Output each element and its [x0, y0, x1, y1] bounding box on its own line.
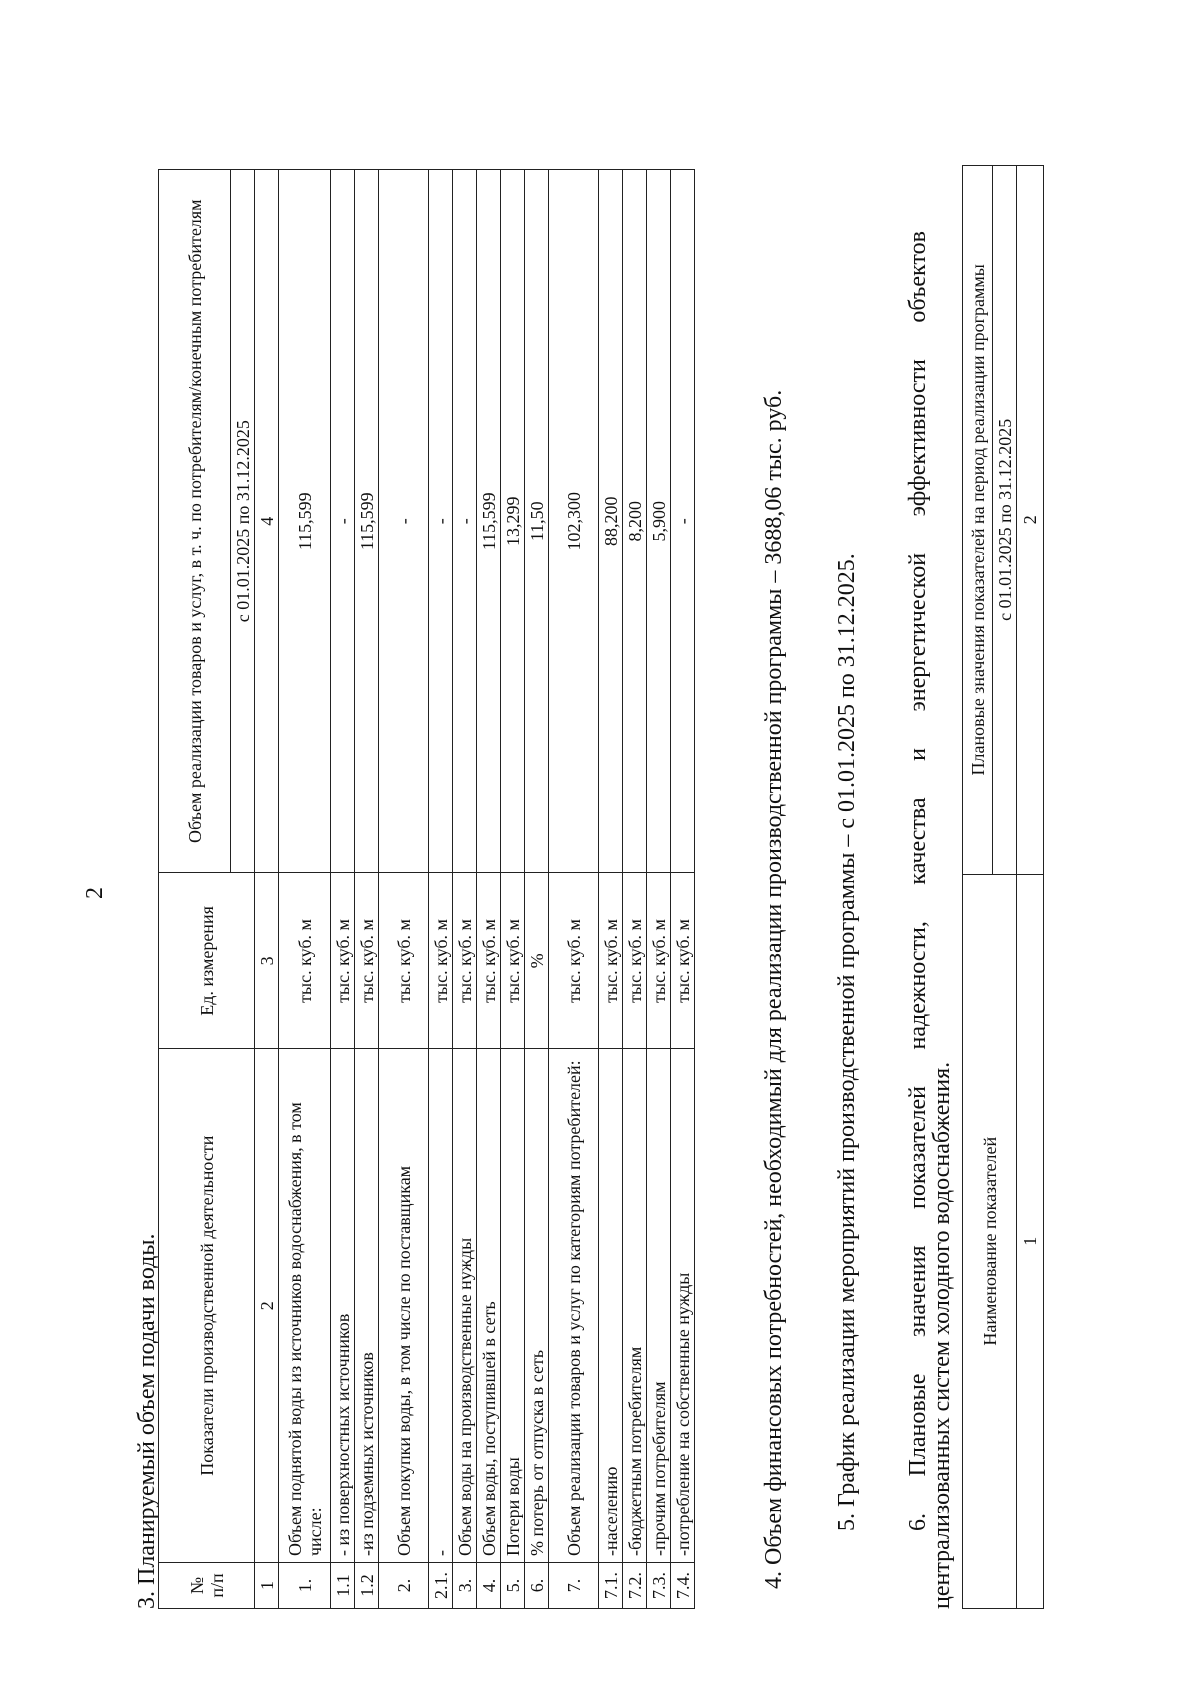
section6-word: качества	[905, 797, 931, 885]
row-value: -	[453, 170, 477, 873]
header-indicator: Показатели производственной деятельности	[159, 1049, 255, 1563]
table-row	[331, 170, 355, 1609]
row-num: 6.	[525, 1563, 549, 1609]
row-value: 11,50	[525, 170, 549, 873]
section6-word: надежности,	[905, 921, 931, 1050]
row-unit: тыс. куб. м	[379, 873, 429, 1049]
row-unit: тыс. куб. м	[599, 873, 623, 1049]
section6-word: Плановые	[905, 1373, 931, 1477]
row-value: 115,599	[279, 170, 331, 873]
indicators-header-period: с 01.01.2025 по 31.12.2025	[993, 166, 1017, 875]
row-value: 5,900	[647, 170, 671, 873]
row-indicator: - из поверхностных источников	[331, 1049, 355, 1563]
row-value: 88,200	[599, 170, 623, 873]
indicators-table	[962, 165, 1044, 1609]
row-value: 115,599	[355, 170, 379, 873]
section6-line1	[906, 231, 930, 1531]
table-row	[549, 170, 599, 1609]
row-indicator: Объем реализации товаров и услуг по категориям потребителей:	[549, 1049, 599, 1563]
header-volume: Объем реализации товаров и услуг, в т. ч. по потребителям/конечным потребителям	[159, 170, 231, 873]
row-num: 1.	[279, 1563, 331, 1609]
rotated-page-content	[82, 87, 1136, 1609]
row-indicator: -из подземных источников	[355, 1049, 379, 1563]
water-supply-table	[158, 169, 695, 1609]
row-value: 102,300	[549, 170, 599, 873]
row-unit: тыс. куб. м	[355, 873, 379, 1049]
row-indicator: Объем покупки воды, в том числе по поставщикам	[379, 1049, 429, 1563]
row-num: 7.4.	[671, 1563, 695, 1609]
row-unit: тыс. куб. м	[623, 873, 647, 1049]
row-num: 3.	[453, 1563, 477, 1609]
row-unit: тыс. куб. м	[429, 873, 453, 1049]
indicators-header-planned: Плановые значения показателей на период реализации программы	[963, 166, 993, 875]
indicators-col-number-1: 1	[1017, 874, 1044, 1608]
col-number-4: 4	[255, 170, 279, 873]
indicators-col-number-2: 2	[1017, 166, 1044, 875]
indicators-header-name: Наименование показателей	[963, 874, 1017, 1608]
row-num: 2.1.	[429, 1563, 453, 1609]
row-value: 115,599	[477, 170, 501, 873]
row-unit: тыс. куб. м	[453, 873, 477, 1049]
table-row	[647, 170, 671, 1609]
row-num: 2.	[379, 1563, 429, 1609]
row-indicator: Объем воды, поступившей в сеть	[477, 1049, 501, 1563]
row-unit: тыс. куб. м	[331, 873, 355, 1049]
row-num: 7.3.	[647, 1563, 671, 1609]
row-num: 7.2.	[623, 1563, 647, 1609]
section6-line2: централизованных систем холодного водоснабжения.	[929, 1061, 955, 1609]
row-num: 7.	[549, 1563, 599, 1609]
row-indicator: -прочим потребителям	[647, 1049, 671, 1563]
row-value: -	[331, 170, 355, 873]
row-value: 8,200	[623, 170, 647, 873]
section6-text	[905, 231, 955, 1609]
table-row	[599, 170, 623, 1609]
section4-text: 4. Объем финансовых потребностей, необходимый для реализации производственной программы – 3688,06 тыс. руб.	[761, 389, 787, 1589]
row-indicator: Объем поднятой воды из источников водоснабжения, в том числе:	[279, 1049, 331, 1563]
section6-word: эффективности	[905, 359, 931, 517]
col-number-2: 2	[255, 1049, 279, 1563]
col-number-3: 3	[255, 873, 279, 1049]
row-unit: тыс. куб. м	[501, 873, 525, 1049]
row-value: -	[671, 170, 695, 873]
section6-word: и	[905, 748, 931, 761]
table-row	[623, 170, 647, 1609]
row-value: -	[379, 170, 429, 873]
section6-word: объектов	[905, 231, 931, 323]
row-indicator: % потерь от отпуска в сеть	[525, 1049, 549, 1563]
row-unit: тыс. куб. м	[549, 873, 599, 1049]
header-num: № п/п	[159, 1563, 255, 1609]
table-row	[501, 170, 525, 1609]
row-unit: %	[525, 873, 549, 1049]
header-unit: Ед. измерения	[159, 873, 255, 1049]
row-num: 7.1.	[599, 1563, 623, 1609]
row-unit: тыс. куб. м	[477, 873, 501, 1049]
row-num: 1.1	[331, 1563, 355, 1609]
table-row	[525, 170, 549, 1609]
table-row	[355, 170, 379, 1609]
table-row	[279, 170, 331, 1609]
row-unit: тыс. куб. м	[671, 873, 695, 1049]
table-row	[671, 170, 695, 1609]
row-indicator: -	[429, 1049, 453, 1563]
row-indicator: -бюджетным потребителям	[623, 1049, 647, 1563]
row-num: 5.	[501, 1563, 525, 1609]
section6-word: энергетической	[905, 552, 931, 712]
row-num: 1.2	[355, 1563, 379, 1609]
header-period: с 01.01.2025 по 31.12.2025	[231, 170, 255, 873]
table-row	[453, 170, 477, 1609]
section6-word: показателей	[905, 1086, 931, 1209]
row-unit: тыс. куб. м	[647, 873, 671, 1049]
row-value: 13,299	[501, 170, 525, 873]
section6-word: 6.	[905, 1513, 931, 1531]
row-indicator: Объем воды на производственные нужды	[453, 1049, 477, 1563]
table-row	[429, 170, 453, 1609]
row-indicator: -населению	[599, 1049, 623, 1563]
row-unit: тыс. куб. м	[279, 873, 331, 1049]
row-indicator: Потери воды	[501, 1049, 525, 1563]
section6-word: значения	[905, 1245, 931, 1337]
row-indicator: -потребление на собственные нужды	[671, 1049, 695, 1563]
table-row	[379, 170, 429, 1609]
section5-text: 5. График реализации мероприятий производственной программы – с 01.01.2025 по 31.12.2025.	[834, 553, 860, 1531]
section3-heading: 3. Планируемый объем подачи воды.	[134, 1233, 160, 1609]
table-row	[477, 170, 501, 1609]
row-value: -	[429, 170, 453, 873]
page-number: 2	[82, 887, 108, 899]
row-num: 4.	[477, 1563, 501, 1609]
col-number-1: 1	[255, 1563, 279, 1609]
